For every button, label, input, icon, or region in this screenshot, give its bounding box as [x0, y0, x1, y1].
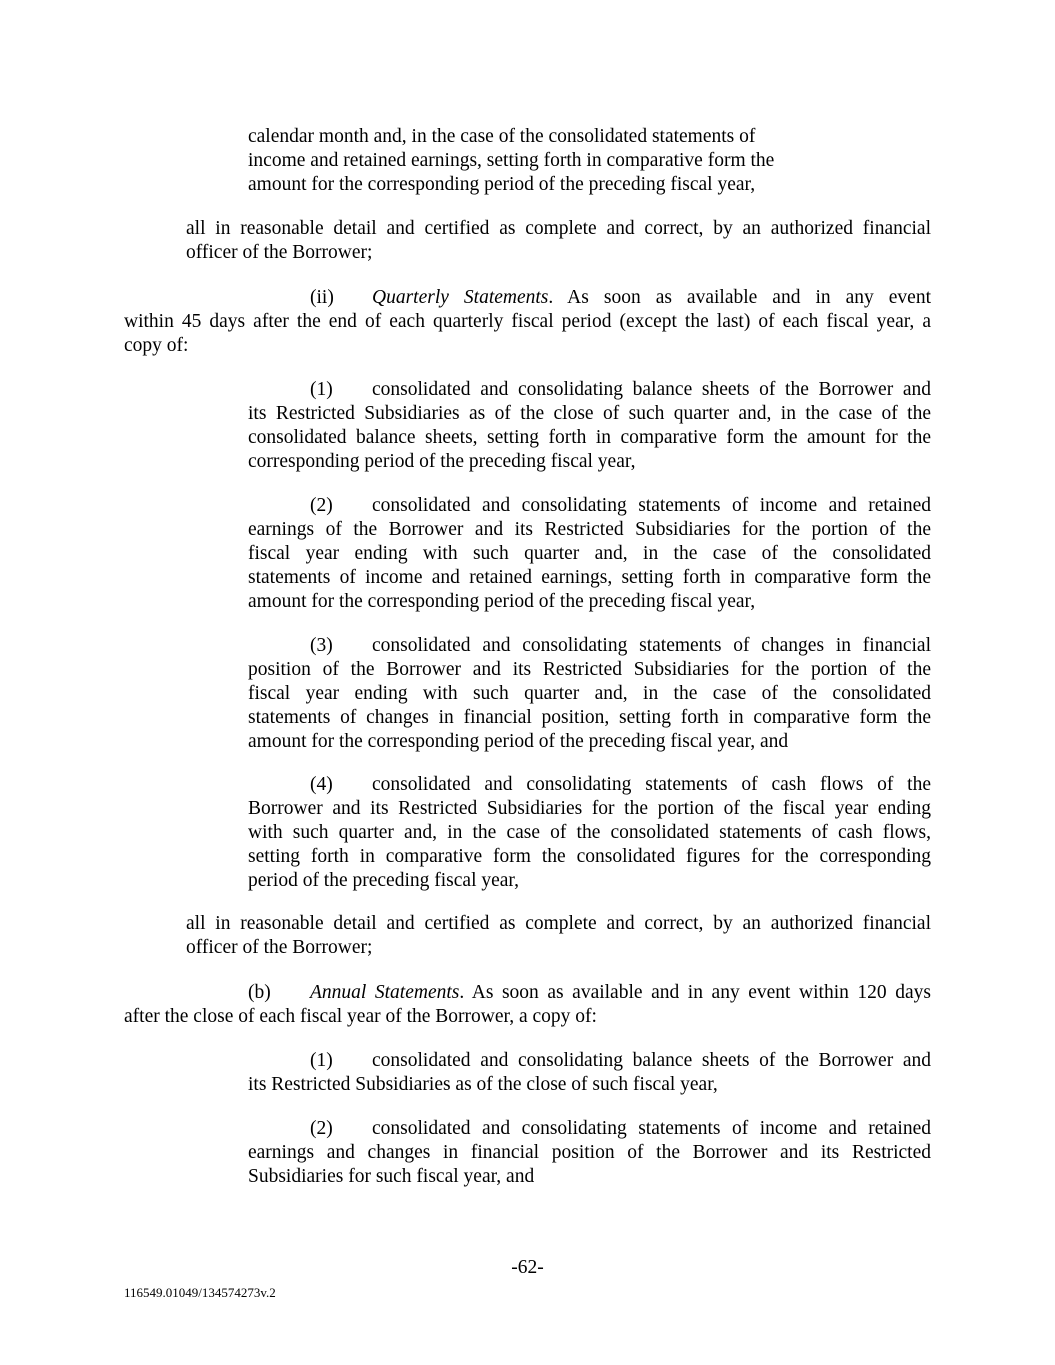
body-line: with such quarter and, in the case of the consolidated statements of cash flows, — [248, 822, 931, 843]
body-line: income and retained earnings, setting forth in comparative form the — [248, 150, 775, 171]
section-text: . As soon as available and in any event — [548, 287, 931, 308]
body-line: consolidated and consolidating statements of changes in financial — [372, 635, 931, 656]
body-line: all in reasonable detail and certified as complete and correct, by an authorized financial — [186, 913, 931, 934]
section-heading-line — [310, 981, 931, 1005]
item-number: (1) — [310, 1050, 333, 1071]
page-number: -62- — [511, 1257, 544, 1278]
body-line: consolidated and consolidating statements of income and retained — [372, 495, 931, 516]
body-line: within 45 days after the end of each quarterly fiscal period (except the last) of each fiscal year, a — [124, 311, 931, 332]
section-heading-line — [372, 286, 931, 310]
body-line: amount for the corresponding period of the preceding fiscal year, — [248, 174, 756, 195]
section-number: (ii) — [310, 287, 334, 308]
body-line: its Restricted Subsidiaries as of the close of such quarter and, in the case of the — [248, 403, 931, 424]
body-line: period of the preceding fiscal year, — [248, 870, 520, 891]
section-text: . As soon as available and in any event within 120 days — [459, 982, 931, 1003]
body-line: amount for the corresponding period of the preceding fiscal year, and — [248, 731, 789, 752]
body-line: its Restricted Subsidiaries as of the close of such fiscal year, — [248, 1074, 718, 1095]
item-number: (4) — [310, 774, 333, 795]
body-line: Borrower and its Restricted Subsidiaries for the portion of the fiscal year ending — [248, 798, 931, 819]
body-line: statements of changes in financial position, setting forth in comparative form the — [248, 707, 931, 728]
body-line: fiscal year ending with such quarter and, in the case of the consolidated — [248, 683, 931, 704]
body-line: copy of: — [124, 335, 189, 356]
body-line: consolidated and consolidating balance sheets of the Borrower and — [372, 1050, 931, 1071]
item-number: (2) — [310, 495, 333, 516]
body-line: calendar month and, in the case of the consolidated statements of — [248, 126, 756, 147]
body-line: earnings of the Borrower and its Restricted Subsidiaries for the portion of the — [248, 519, 931, 540]
body-line: consolidated and consolidating statements of cash flows of the — [372, 774, 931, 795]
body-line: after the close of each fiscal year of the Borrower, a copy of: — [124, 1006, 597, 1027]
body-line: all in reasonable detail and certified as complete and correct, by an authorized financial — [186, 218, 931, 239]
section-number: (b) — [248, 982, 271, 1003]
body-line: consolidated and consolidating statements of income and retained — [372, 1118, 931, 1139]
section-title: Annual Statements — [310, 982, 460, 1003]
document-id: 116549.01049/134574273v.2 — [124, 1285, 276, 1300]
item-number: (1) — [310, 379, 333, 400]
body-line: fiscal year ending with such quarter and, in the case of the consolidated — [248, 543, 931, 564]
item-number: (2) — [310, 1118, 333, 1139]
body-line: consolidated and consolidating balance sheets of the Borrower and — [372, 379, 931, 400]
body-line: setting forth in comparative form the consolidated figures for the corresponding — [248, 846, 931, 867]
body-line: statements of income and retained earnings, setting forth in comparative form the — [248, 567, 931, 588]
body-line: officer of the Borrower; — [186, 242, 373, 263]
section-title: Quarterly Statements — [372, 287, 549, 308]
body-line: earnings and changes in financial position of the Borrower and its Restricted — [248, 1142, 931, 1163]
body-line: position of the Borrower and its Restricted Subsidiaries for the portion of the — [248, 659, 931, 680]
item-number: (3) — [310, 635, 333, 656]
body-line: officer of the Borrower; — [186, 937, 373, 958]
body-line: amount for the corresponding period of the preceding fiscal year, — [248, 591, 756, 612]
body-line: Subsidiaries for such fiscal year, and — [248, 1166, 535, 1187]
body-line: consolidated balance sheets, setting forth in comparative form the amount for the — [248, 427, 931, 448]
body-line: corresponding period of the preceding fiscal year, — [248, 451, 636, 472]
